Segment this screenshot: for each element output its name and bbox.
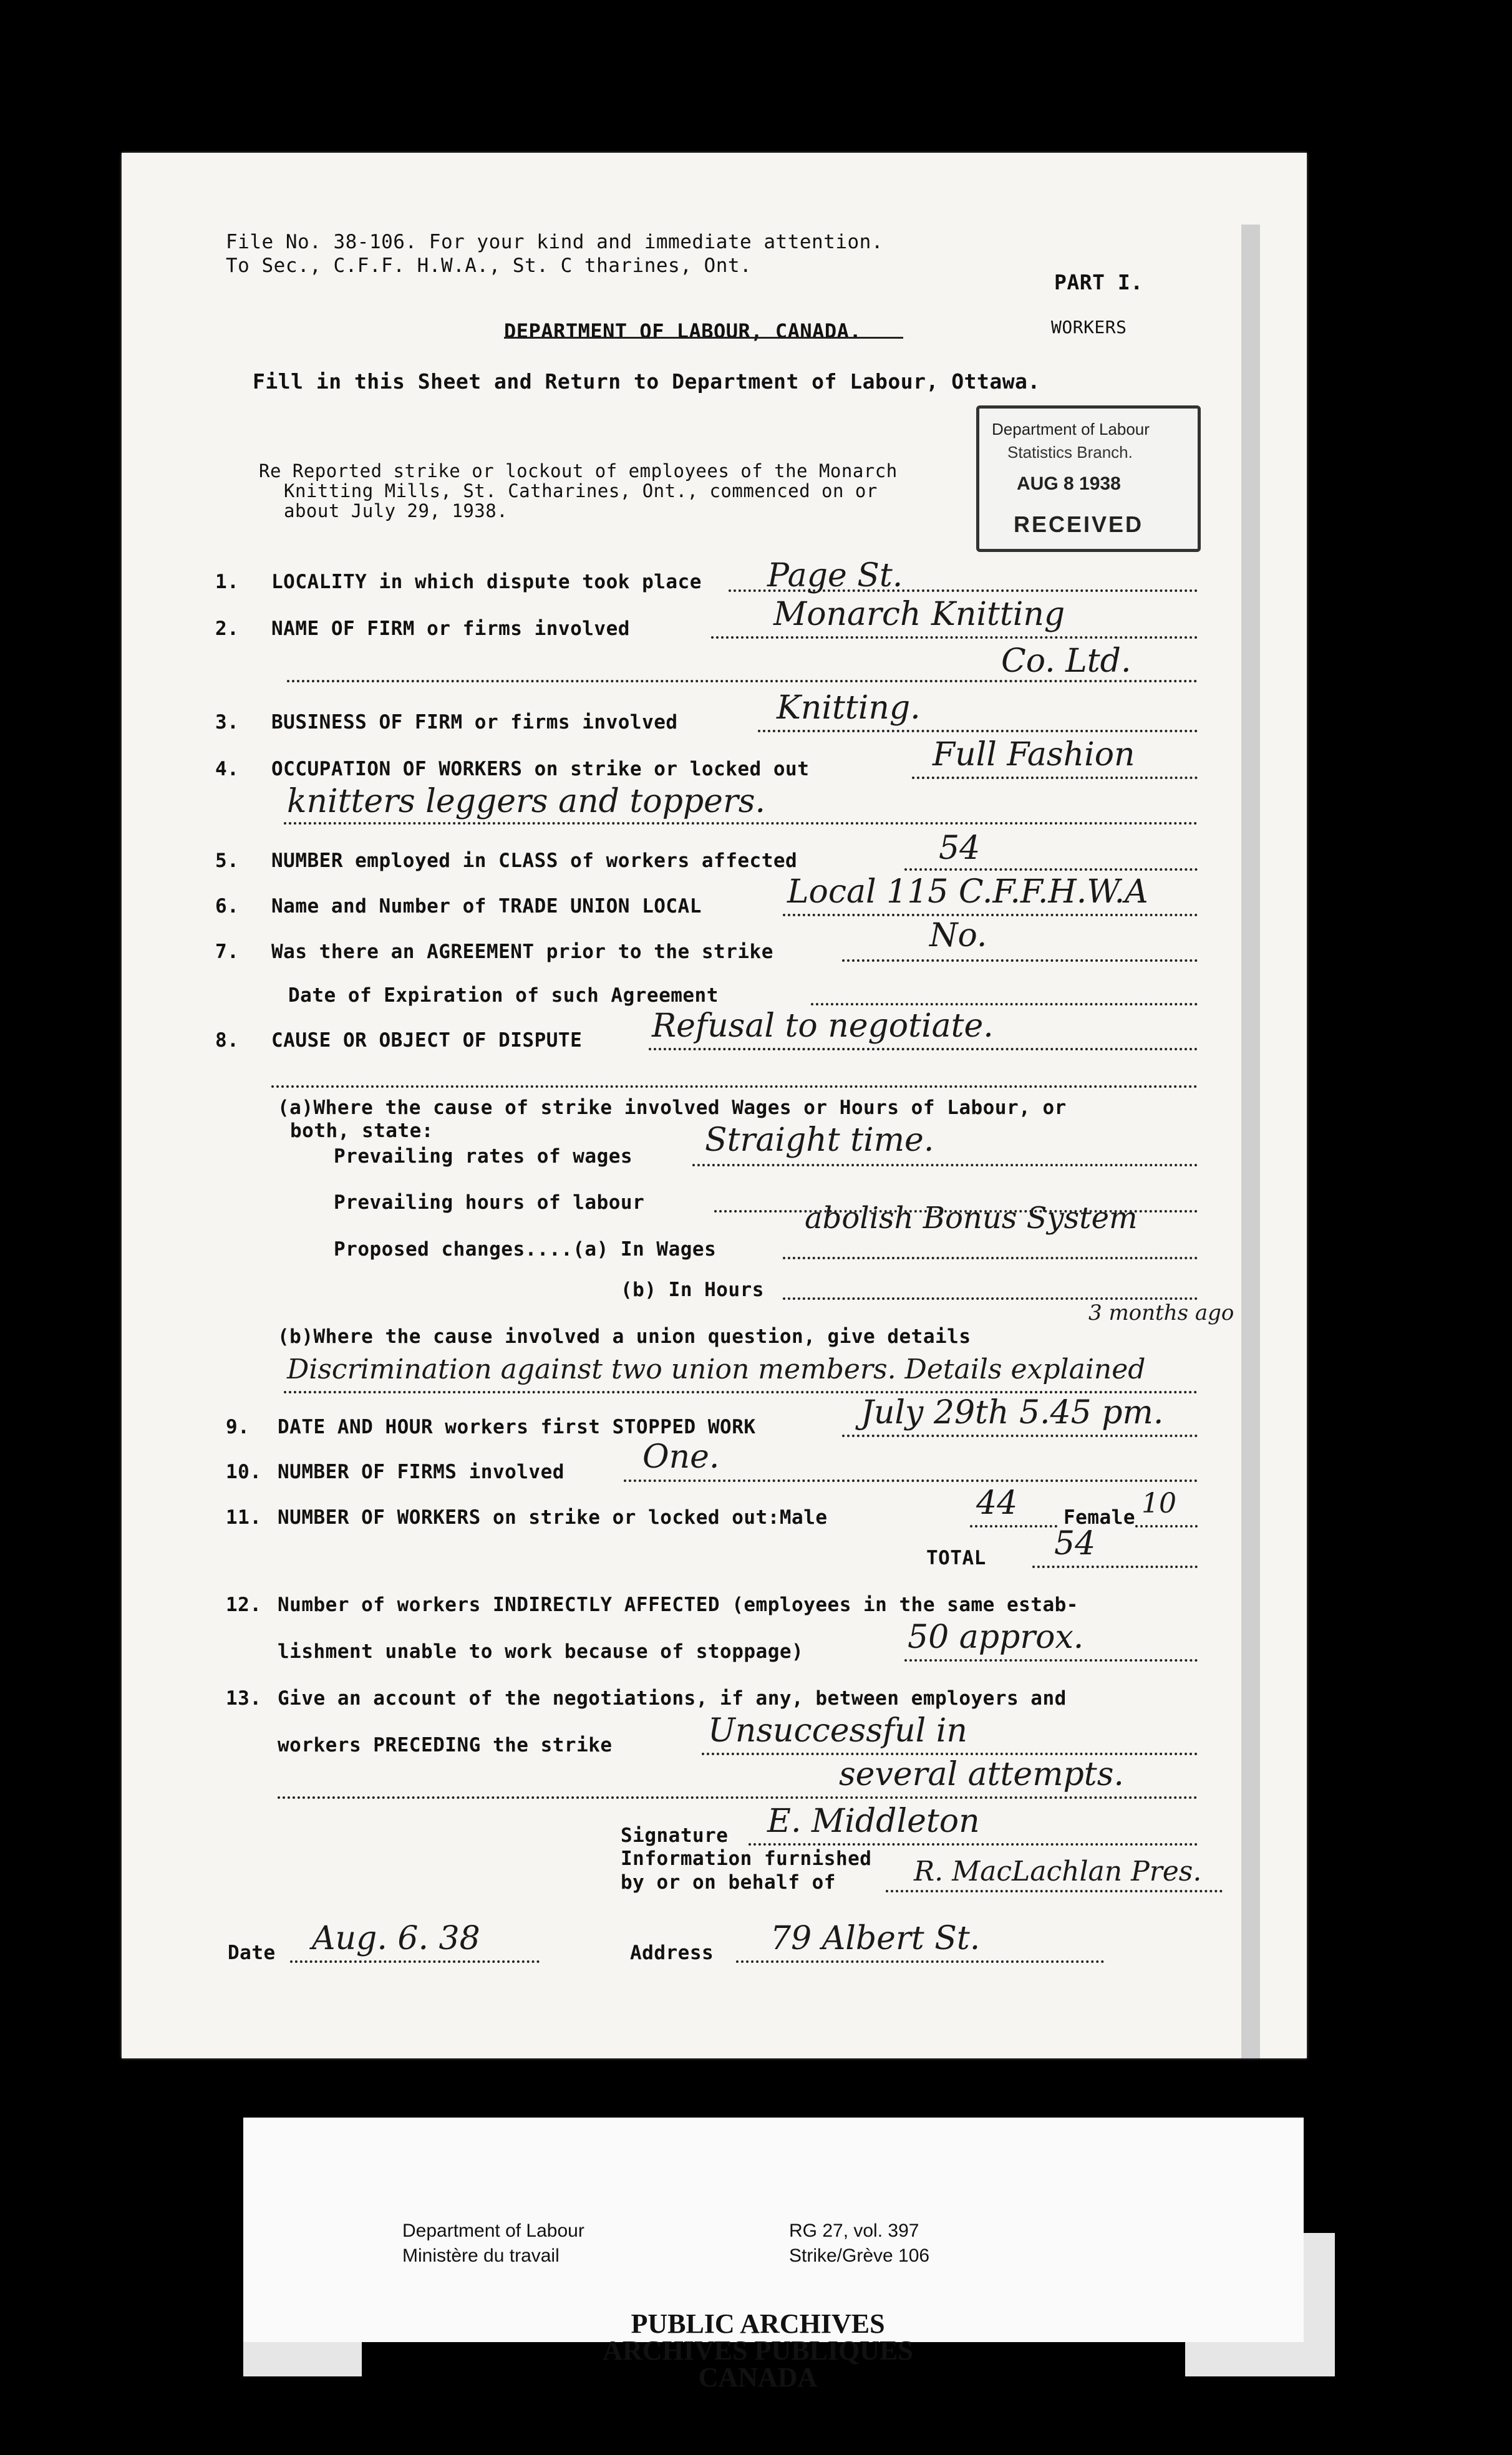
q8a-line-1: (a)Where the cause of strike involved Wages or Hours of Labour, or (278, 1097, 1067, 1119)
archive-archives-publiques: ARCHIVES PUBLIQUES (603, 2335, 913, 2366)
q11-male-line (970, 1525, 1057, 1528)
intro-line-3: about July 29, 1938. (284, 500, 508, 521)
info-answer: R. MacLachlan Pres. (914, 1856, 1202, 1887)
workers-label: WORKERS (1051, 317, 1127, 337)
q10-line (624, 1479, 1198, 1482)
q13-line-2: workers PRECEDING the strike (278, 1734, 613, 1756)
q4-answer-2: knitters leggers and toppers. (287, 783, 766, 820)
q8b-note: 3 months ago (1088, 1300, 1234, 1325)
file-line-1: File No. 38-106. For your kind and immediate attention. (226, 231, 883, 253)
archive-ref-1: RG 27, vol. 397 (789, 2220, 919, 2241)
q12-line-1: Number of workers INDIRECTLY AFFECTED (employees in the same estab- (278, 1594, 1078, 1616)
q3-number: 3. (215, 711, 240, 734)
date-label: Date (228, 1942, 276, 1964)
q8-line-2 (271, 1085, 1198, 1088)
q1-label: LOCALITY in which dispute took place (271, 571, 702, 593)
date-line (290, 1960, 540, 1963)
info-label-1: Information furnished (621, 1847, 872, 1870)
archive-canada: CANADA (698, 2362, 818, 2393)
q11-male-answer: 44 (976, 1484, 1018, 1522)
q8a-changes-answer: abolish Bonus System (805, 1201, 1138, 1236)
q5-number: 5. (215, 850, 240, 872)
q6-answer: Local 115 C.F.F.H.W.A (787, 873, 1148, 911)
q7-expiration-label: Date of Expiration of such Agreement (288, 984, 719, 1007)
q10-number: 10. (226, 1461, 262, 1483)
stamp-received: RECEIVED (1014, 511, 1144, 537)
q13-answer-1: Unsuccessful in (708, 1712, 967, 1750)
q11-label: NUMBER OF WORKERS on strike or locked out:Male (278, 1506, 828, 1529)
q3-answer: Knitting. (777, 689, 921, 727)
stamp-department: Department of Labour (992, 420, 1150, 438)
q4-number: 4. (215, 758, 240, 780)
q6-number: 6. (215, 895, 240, 918)
q8b-line (284, 1391, 1198, 1393)
q2-line-1 (711, 636, 1198, 639)
department-underline (504, 337, 903, 339)
q8a-line-2: both, state: (290, 1120, 434, 1142)
q10-label: NUMBER OF FIRMS involved (278, 1461, 565, 1483)
archive-ref-2: Strike/Grève 106 (789, 2245, 930, 2266)
q1-number: 1. (215, 571, 240, 593)
date-answer: Aug. 6. 38 (312, 1920, 480, 1957)
q8-label: CAUSE OR OBJECT OF DISPUTE (271, 1029, 583, 1052)
q2-label: NAME OF FIRM or firms involved (271, 617, 630, 640)
archive-dept-en: Department of Labour (402, 2220, 584, 2241)
q3-label: BUSINESS OF FIRM or firms involved (271, 711, 678, 734)
q9-line (842, 1435, 1198, 1437)
file-line-2: To Sec., C.F.F. H.W.A., St. C tharines, Ont. (226, 254, 752, 277)
q11-number: 11. (226, 1506, 262, 1529)
q8a-inhours-label: (b) In Hours (621, 1279, 764, 1301)
q5-answer: 54 (939, 830, 981, 867)
q4-label: OCCUPATION OF WORKERS on strike or locked out (271, 758, 810, 780)
q8a-inhours-line (783, 1297, 1198, 1300)
archive-public-archives: PUBLIC ARCHIVES (631, 2308, 885, 2339)
address-label: Address (630, 1942, 714, 1964)
q10-answer: One. (642, 1438, 720, 1476)
q5-label: NUMBER employed in CLASS of workers affected (271, 850, 798, 872)
q6-label: Name and Number of TRADE UNION LOCAL (271, 895, 702, 918)
q8-line-1 (649, 1048, 1198, 1050)
q8b-label: (b)Where the cause involved a union question, give details (278, 1325, 971, 1348)
q11-female-label: Female (1064, 1506, 1135, 1529)
q3-line (758, 730, 1198, 732)
q7-number: 7. (215, 941, 240, 963)
info-line (886, 1890, 1223, 1892)
q13-number: 13. (226, 1687, 262, 1710)
q8a-hours-label: Prevailing hours of labour (334, 1191, 645, 1214)
signature-answer: E. Middleton (767, 1803, 980, 1840)
received-stamp (976, 405, 1201, 552)
q7-expiration-line (811, 1003, 1198, 1005)
q1-answer: Page St. (767, 557, 903, 594)
q12-line (904, 1659, 1198, 1662)
q8-answer: Refusal to negotiate. (652, 1007, 994, 1045)
q7-answer: No. (929, 917, 987, 954)
q11-total-line (1032, 1566, 1198, 1568)
department-title: DEPARTMENT OF LABOUR, CANADA. (504, 319, 862, 343)
intro-line-2: Knitting Mills, St. Catharines, Ont., commenced on or (284, 480, 878, 501)
q6-line (783, 914, 1198, 916)
signature-line (749, 1843, 1198, 1846)
q7-line (842, 959, 1198, 962)
q12-answer: 50 approx. (908, 1619, 1084, 1656)
q13-answer-2: several attempts. (839, 1756, 1124, 1793)
q11-total-answer: 54 (1054, 1525, 1096, 1562)
signature-label: Signature (621, 1824, 729, 1847)
q13-line-1-fill (702, 1753, 1198, 1755)
q11-total-label: TOTAL (926, 1547, 986, 1569)
q9-answer: July 29th 5.45 pm. (861, 1394, 1164, 1431)
sheet-edge (1241, 225, 1260, 2058)
archive-dept-fr: Ministère du travail (402, 2245, 560, 2266)
q12-line-2: lishment unable to work because of stoppage) (278, 1640, 804, 1663)
q13-line-1: Give an account of the negotiations, if any, between employers and (278, 1687, 1067, 1710)
q4-answer-1: Full Fashion (933, 736, 1135, 773)
q8a-rates-answer: Straight time. (705, 1121, 934, 1159)
q2-number: 2. (215, 617, 240, 640)
q2-answer-2: Co. Ltd. (1001, 642, 1132, 680)
q11-female-answer: 10 (1141, 1488, 1176, 1519)
q12-number: 12. (226, 1594, 262, 1616)
stamp-date: AUG 8 1938 (1017, 473, 1121, 494)
q8a-changes-line (783, 1257, 1198, 1259)
instruction-line: Fill in this Sheet and Return to Department of Labour, Ottawa. (253, 369, 1040, 394)
stamp-branch: Statistics Branch. (1007, 443, 1133, 462)
q8a-changes-label: Proposed changes....(a) In Wages (334, 1238, 717, 1261)
q9-label: DATE AND HOUR workers first STOPPED WORK (278, 1416, 756, 1438)
q2-line-2 (287, 680, 1198, 682)
q8-number: 8. (215, 1029, 240, 1052)
q2-answer-1: Monarch Knitting (773, 596, 1065, 633)
q7-label: Was there an AGREEMENT prior to the strike (271, 941, 773, 963)
info-label-2: by or on behalf of (621, 1871, 836, 1894)
q11-female-line (1135, 1525, 1198, 1528)
q13-line-2-fill (278, 1796, 1198, 1799)
q4-line-2 (284, 822, 1198, 825)
q9-number: 9. (226, 1416, 250, 1438)
q8a-rates-line (692, 1164, 1198, 1166)
intro-line-1: Re Reported strike or lockout of employees of the Monarch (259, 460, 898, 482)
q4-line-1 (912, 777, 1198, 779)
q8b-answer: Discrimination against two union members. Details explained (287, 1353, 1146, 1385)
part-label: PART I. (1054, 270, 1143, 294)
q8a-rates-label: Prevailing rates of wages (334, 1145, 633, 1168)
address-answer: 79 Albert St. (770, 1920, 981, 1957)
q5-line (904, 868, 1198, 871)
address-line (736, 1960, 1104, 1963)
